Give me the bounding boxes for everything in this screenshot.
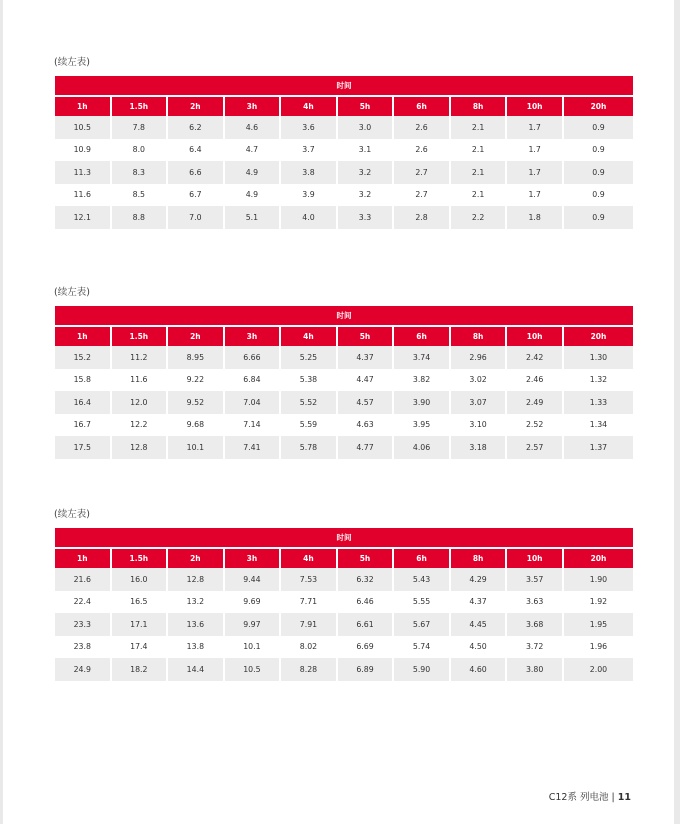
table-section-1: [54, 56, 634, 229]
table-cell: 7.91: [281, 613, 336, 636]
column-header: 6h: [394, 97, 449, 116]
table-cell: 23.8: [73, 642, 91, 652]
table-cell: 4.9: [225, 161, 280, 184]
table-cell: 3.07: [451, 391, 506, 414]
time-group-header: 时间: [55, 306, 633, 327]
table-cell: 5.43: [394, 568, 449, 591]
table-cell: 9.97: [225, 613, 280, 636]
table-cell: 12.0: [112, 391, 167, 414]
table-cell: 12.8: [168, 568, 223, 591]
table-section-2: [54, 286, 634, 459]
time-group-header: 时间: [55, 76, 633, 97]
table-cell: 1.90: [564, 568, 633, 591]
table-cell: 5.25: [281, 346, 336, 369]
column-header: 10h: [507, 327, 562, 346]
table-cell: 1.92: [589, 597, 608, 607]
table-cell: 12.1: [55, 206, 110, 229]
table-cell: 18.2: [112, 658, 167, 681]
table-cell: 3.18: [451, 436, 506, 459]
table-cell: 15.2: [55, 346, 110, 369]
table-cell: 2.8: [394, 206, 449, 229]
column-header: 1.5h: [112, 549, 167, 568]
table-cell: 16.4: [55, 391, 110, 414]
table-cell: 10.5: [55, 116, 110, 139]
table-cell: 6.2: [168, 116, 223, 139]
table-cell: 3.57: [507, 568, 562, 591]
table-cell: 16.5: [130, 597, 148, 607]
continued-label: (续左表): [54, 57, 90, 68]
table-cell: 0.9: [592, 190, 605, 200]
table-row: [55, 206, 633, 229]
table-cell: 3.2: [338, 161, 393, 184]
column-header: 4h: [281, 327, 336, 346]
group-header-row: [55, 306, 633, 327]
discharge-table-1: [53, 76, 635, 229]
table-cell: 16.7: [73, 420, 91, 430]
table-cell: 8.28: [281, 658, 336, 681]
table-cell: 1.32: [589, 375, 608, 385]
table-cell: 3.80: [507, 658, 562, 681]
table-cell: 9.69: [243, 597, 261, 607]
table-cell: 3.1: [358, 145, 372, 155]
table-cell: 3.0: [338, 116, 393, 139]
footer-separator: |: [611, 792, 615, 803]
table-cell: 4.9: [245, 190, 259, 200]
column-header: 3h: [225, 327, 280, 346]
column-header: 5h: [338, 327, 393, 346]
table-cell: 1.33: [564, 391, 633, 414]
table-cell: 8.3: [112, 161, 167, 184]
table-cell: 4.0: [281, 206, 336, 229]
table-cell: 6.46: [356, 597, 374, 607]
table-cell: 6.32: [338, 568, 393, 591]
table-cell: 1.8: [507, 206, 562, 229]
column-header: 20h: [564, 327, 633, 346]
column-header-row: [55, 549, 633, 568]
table-cell: 4.77: [338, 436, 393, 459]
column-header-row: [55, 327, 633, 346]
table-cell: 4.29: [451, 568, 506, 591]
table-cell: 0.9: [564, 116, 633, 139]
table-cell: 4.63: [356, 420, 374, 430]
table-cell: 2.7: [415, 190, 428, 200]
table-cell: 11.6: [130, 375, 148, 385]
table-cell: 10.1: [168, 436, 223, 459]
table-cell: 4.45: [451, 613, 506, 636]
table-cell: 22.4: [73, 597, 91, 607]
table-cell: 6.66: [225, 346, 280, 369]
table-cell: 5.67: [394, 613, 449, 636]
table-cell: 4.6: [225, 116, 280, 139]
table-cell: 2.6: [394, 116, 449, 139]
column-header: 8h: [451, 549, 506, 568]
table-cell: 12.8: [112, 436, 167, 459]
table-cell: 2.2: [451, 206, 506, 229]
column-header: 6h: [394, 327, 449, 346]
discharge-table-3: [53, 528, 635, 681]
table-cell: 2.6: [415, 145, 428, 155]
table-cell: 1.95: [564, 613, 633, 636]
table-row: [55, 161, 633, 184]
table-cell: 6.6: [168, 161, 223, 184]
column-header: 10h: [507, 549, 562, 568]
table-cell: 5.52: [281, 391, 336, 414]
table-cell: 3.6: [281, 116, 336, 139]
table-cell: 17.4: [130, 642, 148, 652]
table-row: [55, 568, 633, 591]
table-row: [55, 369, 633, 392]
table-cell: 1.30: [564, 346, 633, 369]
column-header: 8h: [451, 97, 506, 116]
table-cell: 4.37: [338, 346, 393, 369]
column-header: 4h: [281, 97, 336, 116]
table-cell: 11.6: [73, 190, 91, 200]
table-cell: 4.47: [356, 375, 374, 385]
table-cell: 17.5: [55, 436, 110, 459]
group-header-row: [55, 528, 633, 549]
table-cell: 2.57: [507, 436, 562, 459]
table-cell: 2.1: [471, 190, 485, 200]
page-footer: [549, 789, 631, 803]
table-row: [55, 613, 633, 636]
table-cell: 11.3: [55, 161, 110, 184]
table-cell: 6.7: [189, 190, 202, 200]
table-cell: 8.8: [112, 206, 167, 229]
column-header: 10h: [507, 97, 562, 116]
document-page: [3, 0, 674, 824]
table-cell: 15.8: [73, 375, 91, 385]
page-number: 11: [617, 792, 631, 803]
table-cell: 7.8: [112, 116, 167, 139]
table-section-3: [54, 508, 634, 681]
column-header: 1h: [55, 97, 110, 116]
table-cell: 6.84: [243, 375, 261, 385]
table-cell: 4.06: [394, 436, 449, 459]
table-cell: 6.4: [189, 145, 202, 155]
column-header: 3h: [225, 549, 280, 568]
table-cell: 12.2: [130, 420, 148, 430]
table-cell: 6.89: [338, 658, 393, 681]
column-header: 4h: [281, 549, 336, 568]
table-row: [55, 658, 633, 681]
column-header: 3h: [225, 97, 280, 116]
table-cell: 2.7: [394, 161, 449, 184]
table-cell: 1.7: [507, 161, 562, 184]
column-header: 1h: [55, 549, 110, 568]
table-cell: 2.00: [564, 658, 633, 681]
table-cell: 3.82: [412, 375, 431, 385]
column-header: 2h: [168, 327, 223, 346]
table-cell: 10.9: [73, 145, 91, 155]
table-cell: 3.10: [469, 420, 487, 430]
table-cell: 3.95: [412, 420, 431, 430]
table-cell: 3.7: [302, 145, 315, 155]
table-cell: 2.1: [451, 116, 506, 139]
column-header: 5h: [338, 549, 393, 568]
table-cell: 11.2: [112, 346, 167, 369]
table-cell: 4.60: [451, 658, 506, 681]
table-cell: 24.9: [55, 658, 110, 681]
table-cell: 9.52: [168, 391, 223, 414]
table-cell: 13.8: [186, 642, 205, 652]
column-header: 2h: [168, 97, 223, 116]
table-cell: 4.37: [469, 597, 487, 607]
table-cell: 1.96: [589, 642, 608, 652]
table-cell: 4.50: [469, 642, 487, 652]
table-cell: 14.4: [168, 658, 223, 681]
column-header: 8h: [451, 327, 506, 346]
table-row: [55, 139, 633, 162]
table-cell: 3.8: [281, 161, 336, 184]
table-cell: 7.0: [168, 206, 223, 229]
table-row: [55, 391, 633, 414]
table-cell: 2.1: [471, 145, 485, 155]
time-group-header: 时间: [55, 528, 633, 549]
column-header: 1.5h: [112, 327, 167, 346]
table-cell: 2.1: [451, 161, 506, 184]
table-cell: 23.3: [55, 613, 110, 636]
table-cell: 9.44: [225, 568, 280, 591]
table-row: [55, 414, 633, 437]
table-cell: 7.04: [225, 391, 280, 414]
table-cell: 13.6: [168, 613, 223, 636]
table-cell: 21.6: [55, 568, 110, 591]
continued-label: (续左表): [54, 509, 90, 520]
discharge-table-2: [53, 306, 635, 459]
column-header: 20h: [564, 97, 633, 116]
table-row: [55, 116, 633, 139]
group-header-row: [55, 76, 633, 97]
table-cell: 8.95: [168, 346, 223, 369]
table-cell: 3.3: [338, 206, 393, 229]
table-row: [55, 591, 633, 614]
table-cell: 7.71: [299, 597, 318, 607]
table-cell: 2.46: [525, 375, 544, 385]
table-cell: 17.1: [112, 613, 167, 636]
column-header: 6h: [394, 549, 449, 568]
table-cell: 5.74: [412, 642, 431, 652]
table-cell: 7.14: [243, 420, 261, 430]
table-cell: 5.78: [281, 436, 336, 459]
table-row: [55, 636, 633, 659]
footer-series-title: C12系 列电池: [548, 792, 609, 803]
table-cell: 5.55: [412, 597, 431, 607]
table-cell: 5.1: [225, 206, 280, 229]
table-row: [55, 184, 633, 207]
table-cell: 3.74: [394, 346, 449, 369]
table-cell: 0.9: [592, 145, 605, 155]
table-cell: 8.5: [132, 190, 146, 200]
table-cell: 3.02: [469, 375, 487, 385]
table-row: [55, 346, 633, 369]
table-cell: 9.22: [186, 375, 205, 385]
column-header: 1h: [55, 327, 110, 346]
column-header: 2h: [168, 549, 223, 568]
table-cell: 3.90: [394, 391, 449, 414]
table-cell: 2.49: [507, 391, 562, 414]
table-cell: 8.0: [132, 145, 146, 155]
table-cell: 2.52: [525, 420, 544, 430]
table-cell: 9.68: [186, 420, 205, 430]
table-cell: 1.37: [564, 436, 633, 459]
table-cell: 8.02: [299, 642, 318, 652]
table-cell: 7.41: [225, 436, 280, 459]
table-row: [55, 436, 633, 459]
column-header-row: [55, 97, 633, 116]
table-cell: 16.0: [112, 568, 167, 591]
table-cell: 1.7: [528, 145, 541, 155]
table-cell: 5.38: [299, 375, 318, 385]
table-cell: 6.61: [338, 613, 393, 636]
table-cell: 3.9: [302, 190, 315, 200]
column-header: 1.5h: [112, 97, 167, 116]
table-cell: 0.9: [564, 206, 633, 229]
table-cell: 0.9: [564, 161, 633, 184]
table-cell: 10.1: [243, 642, 261, 652]
table-cell: 1.34: [589, 420, 608, 430]
table-cell: 3.68: [507, 613, 562, 636]
table-cell: 3.2: [358, 190, 372, 200]
table-cell: 3.63: [525, 597, 544, 607]
column-header: 20h: [564, 549, 633, 568]
table-cell: 6.69: [356, 642, 374, 652]
table-cell: 4.57: [338, 391, 393, 414]
column-header: 5h: [338, 97, 393, 116]
table-cell: 1.7: [528, 190, 541, 200]
table-cell: 3.72: [525, 642, 544, 652]
table-cell: 1.7: [507, 116, 562, 139]
table-cell: 10.5: [225, 658, 280, 681]
table-cell: 13.2: [186, 597, 205, 607]
continued-label: (续左表): [54, 287, 90, 298]
table-cell: 2.42: [507, 346, 562, 369]
table-cell: 7.53: [281, 568, 336, 591]
table-cell: 5.90: [394, 658, 449, 681]
table-cell: 5.59: [299, 420, 318, 430]
table-cell: 2.96: [451, 346, 506, 369]
table-cell: 4.7: [245, 145, 259, 155]
